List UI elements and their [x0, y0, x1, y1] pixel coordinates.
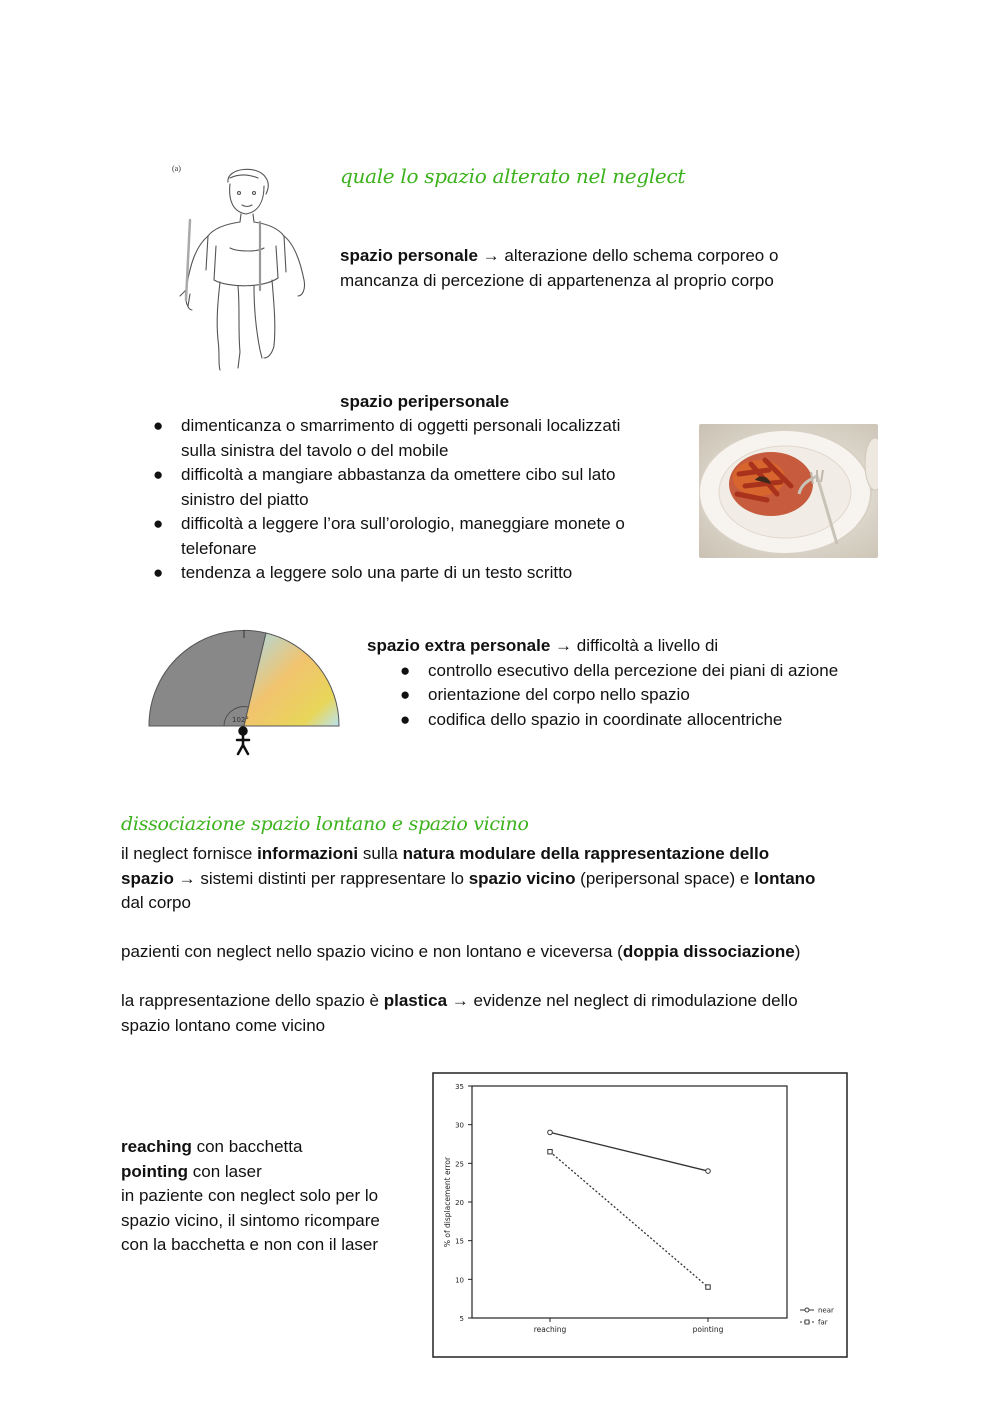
semicircle-space-diagram: [146, 628, 342, 758]
figure-label: (a): [172, 164, 181, 173]
y-tick-label: 20: [455, 1199, 464, 1207]
extra-personal-term: spazio extra personale: [367, 636, 551, 655]
list-item: ● difficoltà a leggere l’ora sull’orologio, maneggiare monete o telefonare: [153, 514, 625, 558]
list-item: ● orientazione del corpo nello spazio: [400, 685, 690, 704]
data-point-near: [706, 1169, 711, 1174]
legend-marker-near: [805, 1308, 809, 1312]
list-item: ● codifica dello spazio in coordinate allocentriche: [400, 709, 783, 729]
dissociation-paragraph-2: pazienti con neglect nello spazio vicino e non lontano e viceversa (doppia dissociazione): [121, 942, 801, 961]
peripersonal-bullet-list: [153, 414, 681, 586]
person-icon: [237, 728, 249, 755]
x-tick-label: reaching: [533, 1325, 567, 1334]
legend-marker-far: [805, 1320, 809, 1324]
extra-personal-desc: → difficoltà a livello di: [550, 636, 719, 655]
peripersonal-title: spazio peripersonale: [340, 392, 510, 411]
y-axis-label: % of displacement error: [443, 1156, 452, 1248]
data-point-far: [548, 1150, 552, 1154]
dissociation-paragraph-3: la rappresentazione dello spazio è plastica → evidenze nel neglect di rimodulazione dello spazio lontano come vicino: [121, 991, 798, 1035]
list-item: ● tendenza a leggere solo una parte di un testo scritto: [153, 563, 573, 582]
y-tick-label: 30: [455, 1121, 464, 1130]
extra-personal-paragraph: [367, 634, 927, 732]
person-sketch-icon: [168, 160, 318, 378]
data-point-near: [548, 1130, 553, 1135]
y-tick-label: 25: [455, 1160, 464, 1169]
displacement-error-chart: [432, 1072, 848, 1358]
y-tick-label: 35: [455, 1083, 464, 1091]
section-heading-neglect-space: quale lo spazio alterato nel neglect: [340, 164, 686, 188]
legend-label-near: near: [818, 1306, 834, 1315]
personal-space-paragraph: [340, 244, 900, 293]
legend-label-far: far: [818, 1318, 828, 1327]
body-sketch-figure: [168, 160, 318, 378]
angle-label: 102°: [232, 716, 249, 724]
y-tick-label: 15: [455, 1237, 464, 1246]
plate-image: [699, 424, 878, 558]
list-item: ● dimenticanza o smarrimento di oggetti personali localizzati sulla sinistra del tavolo o del mobile: [153, 416, 621, 460]
y-tick-label: 10: [455, 1276, 464, 1285]
line-chart: [432, 1072, 848, 1358]
pointing-term: pointing: [121, 1161, 189, 1181]
personal-space-term: spazio personale: [340, 246, 478, 265]
plate-food-photo: [699, 424, 878, 558]
list-item: ● controllo esecutivo della percezione dei piani di azione: [400, 660, 839, 680]
personal-space-desc-line2: mancanza di percezione di appartenenza al proprio corpo: [340, 270, 774, 290]
section-heading-dissociation: dissociazione spazio lontano e spazio vicino: [121, 813, 529, 835]
y-tick-label: 5: [459, 1315, 464, 1323]
chart-outer-frame: [433, 1073, 847, 1357]
dissociation-paragraph-1: il neglect fornisce informazioni sulla natura modulare della rappresentazione dello spazio → sistemi distinti per rappresentare lo spazio vicino (peripersonal space) e lontano dal corpo: [121, 844, 816, 912]
reaching-pointing-paragraph: reaching con bacchetta pointing con laser in paziente con neglect solo per lo spazio vicino, il sintomo ricompare con la bacchetta e non con il laser: [121, 1137, 380, 1254]
personal-space-desc: → alterazione dello schema corporeo o: [477, 246, 779, 265]
extra-personal-bullet-list: [400, 659, 927, 733]
reaching-term: reaching: [121, 1137, 192, 1156]
list-item: ● difficoltà a mangiare abbastanza da omettere cibo sul lato sinistro del piatto: [153, 465, 616, 509]
data-point-far: [706, 1285, 710, 1289]
x-tick-label: pointing: [692, 1325, 724, 1334]
visual-field-diagram: [146, 628, 342, 758]
